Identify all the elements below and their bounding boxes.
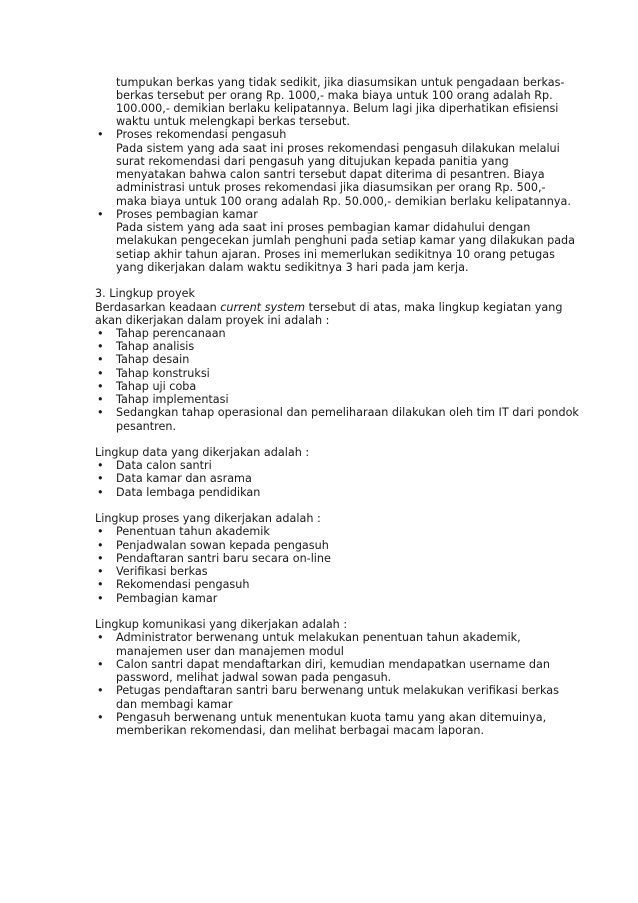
- bullet-marker: •: [97, 592, 104, 605]
- bullet-marker: •: [97, 128, 104, 141]
- list-item: Calon santri dapat mendaftarkan diri, kemudian mendapatkan username dan: [116, 658, 550, 671]
- list-item-continuation: password, melihat jadwal sowan pada pengasuh.: [116, 671, 392, 684]
- bullet-marker: •: [97, 578, 104, 591]
- bullet-marker: •: [97, 340, 104, 353]
- bullet-marker: •: [97, 353, 104, 366]
- bullet-marker: •: [97, 565, 104, 578]
- subsection-heading: Lingkup proses yang dikerjakan adalah :: [95, 512, 321, 525]
- subsection-heading: Lingkup data yang dikerjakan adalah :: [95, 446, 310, 459]
- paragraph-line: menyatakan bahwa calon santri tersebut dapat diterima di pesantren. Biaya: [116, 168, 545, 181]
- list-item: Petugas pendaftaran santri baru berwenang untuk melakukan verifikasi berkas: [116, 684, 559, 697]
- bullet-marker: •: [97, 472, 104, 485]
- list-item-continuation: pesantren.: [116, 420, 177, 433]
- paragraph-line: berkas tersebut per orang Rp. 1000,- maka biaya untuk 100 orang adalah Rp.: [116, 89, 553, 102]
- bullet-marker: •: [97, 367, 104, 380]
- paragraph-line: 100.000,- demikian berlaku kelipatannya. Belum lagi jika diperhatikan efisiensi: [116, 102, 559, 115]
- paragraph-line: waktu untuk melengkapi berkas tersebut.: [116, 115, 350, 128]
- bullet-marker: •: [97, 406, 104, 419]
- list-item: Tahap analisis: [116, 340, 195, 353]
- paragraph-line: melakukan pengecekan jumlah penghuni pada setiap kamar yang dilakukan pada: [116, 234, 576, 247]
- bullet-marker: •: [97, 393, 104, 406]
- list-item: Penjadwalan sowan kepada pengasuh: [116, 539, 329, 552]
- list-item: Pendaftaran santri baru secara on-line: [116, 552, 331, 565]
- paragraph-line: maka biaya untuk 100 orang adalah Rp. 50.000,- demikian berlaku kelipatannya.: [116, 195, 571, 208]
- list-item-continuation: memberikan rekomendasi, dan melihat berbagai macam laporan.: [116, 724, 485, 737]
- paragraph-line: Pada sistem yang ada saat ini proses pembagian kamar didahului dengan: [116, 221, 531, 234]
- list-item-continuation: dan membagi kamar: [116, 698, 233, 711]
- paragraph-line: Pada sistem yang ada saat ini proses rekomendasi pengasuh dilakukan melalui: [116, 142, 560, 155]
- bullet-marker: •: [97, 539, 104, 552]
- bullet-marker: •: [97, 658, 104, 671]
- list-item: Sedangkan tahap operasional dan pemeliharaan dilakukan oleh tim IT dari pondok: [116, 406, 579, 419]
- list-item: Rekomendasi pengasuh: [116, 578, 250, 591]
- bullet-marker: •: [97, 380, 104, 393]
- bullet-marker: •: [97, 525, 104, 538]
- list-item: Tahap konstruksi: [116, 367, 210, 380]
- bullet-marker: •: [97, 631, 104, 644]
- paragraph-line: tumpukan berkas yang tidak sedikit, jika diasumsikan untuk pengadaan berkas-: [116, 76, 565, 89]
- list-item: Administrator berwenang untuk melakukan penentuan tahun akademik,: [116, 631, 521, 644]
- paragraph-line: administrasi untuk proses rekomendasi jika diasumsikan per orang Rp. 500,-: [116, 181, 546, 194]
- list-item: Tahap implementasi: [116, 393, 229, 406]
- section-heading: 3. Lingkup proyek: [95, 287, 195, 300]
- list-item: Pembagian kamar: [116, 592, 218, 605]
- list-item: Data calon santri: [116, 459, 212, 472]
- paragraph-line: surat rekomendasi dari pengasuh yang ditujukan kepada panitia yang: [116, 155, 509, 168]
- bullet-marker: •: [97, 459, 104, 472]
- emphasis-text: current system: [220, 301, 306, 314]
- bullet-marker: •: [97, 711, 104, 724]
- list-item: Data lembaga pendidikan: [116, 486, 261, 499]
- list-item-continuation: manajemen user dan manajemen modul: [116, 645, 344, 658]
- paragraph-line: Berdasarkan keadaan current system tersebut di atas, maka lingkup kegiatan yang: [95, 301, 563, 314]
- list-item: Tahap perencanaan: [116, 327, 226, 340]
- list-item: Pengasuh berwenang untuk menentukan kuota tamu yang akan ditemuinya,: [116, 711, 547, 724]
- paragraph-line: setiap akhir tahun ajaran. Proses ini memerlukan sedikitnya 10 orang petugas: [116, 248, 555, 261]
- bullet-title: Proses pembagian kamar: [116, 208, 258, 221]
- paragraph-line: yang dikerjakan dalam waktu sedikitnya 3 hari pada jam kerja.: [116, 261, 469, 274]
- bullet-title: Proses rekomendasi pengasuh: [116, 128, 287, 141]
- list-item: Verifikasi berkas: [116, 565, 208, 578]
- list-item: Tahap desain: [116, 353, 190, 366]
- bullet-marker: •: [97, 327, 104, 340]
- subsection-heading: Lingkup komunikasi yang dikerjakan adalah :: [95, 618, 348, 631]
- list-item: Penentuan tahun akademik: [116, 525, 270, 538]
- bullet-marker: •: [97, 684, 104, 697]
- bullet-marker: •: [97, 208, 104, 221]
- paragraph-line: akan dikerjakan dalam proyek ini adalah :: [95, 314, 330, 327]
- bullet-marker: •: [97, 552, 104, 565]
- list-item: Tahap uji coba: [116, 380, 197, 393]
- bullet-marker: •: [97, 486, 104, 499]
- list-item: Data kamar dan asrama: [116, 472, 252, 485]
